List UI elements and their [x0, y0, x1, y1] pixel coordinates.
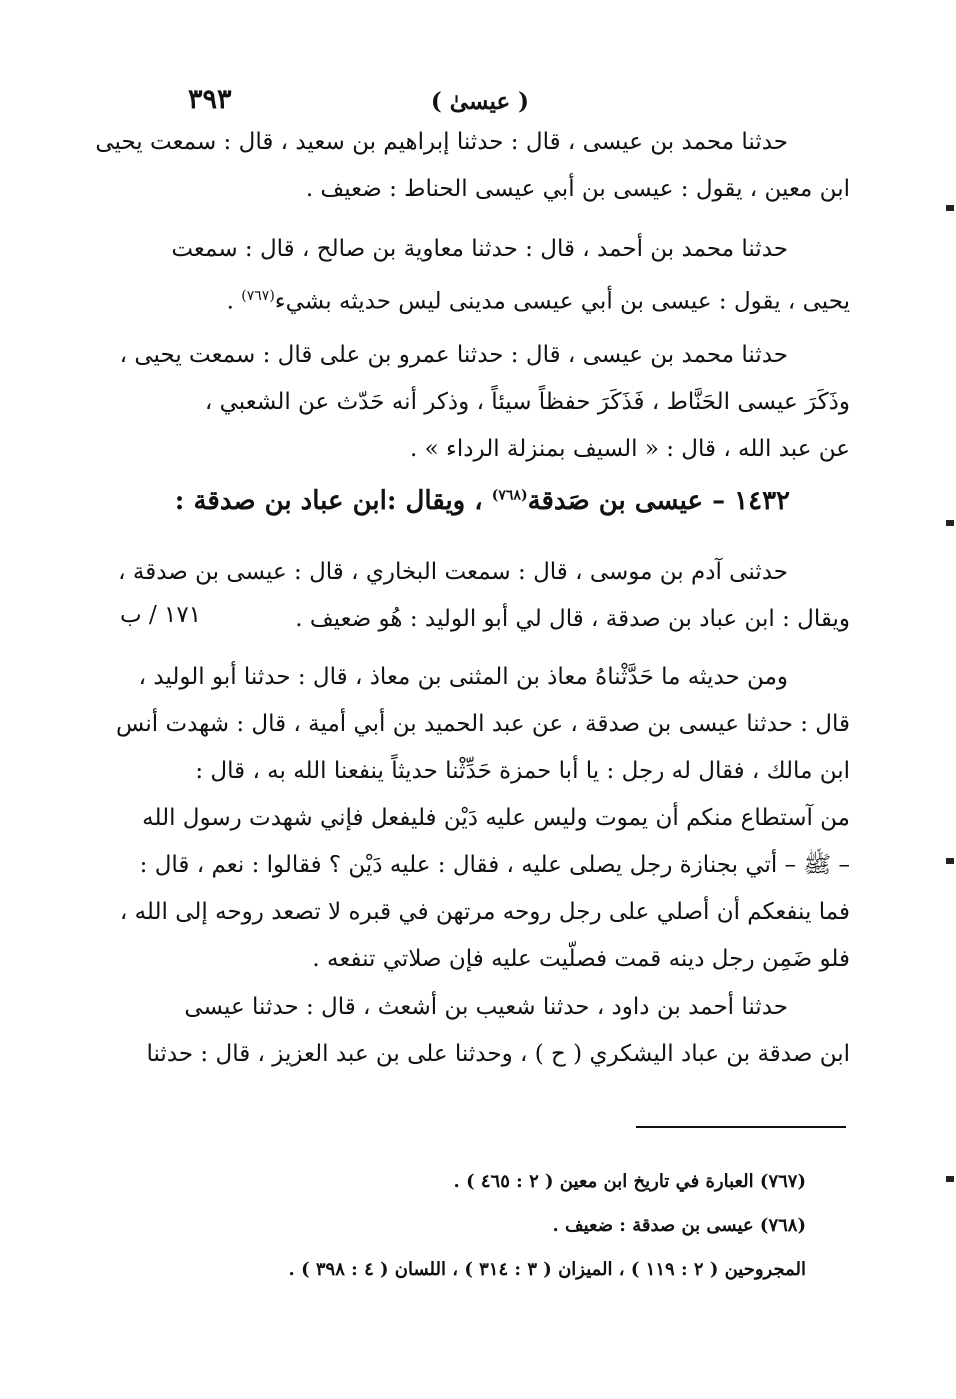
footnote-767: (٧٦٧) العبارة في تاريخ ابن معين ( ٢ : ٤٦٥ ) .: [453, 1171, 806, 1192]
paragraph-text: يحيى ، يقول : عيسى بن أبي عيسى مدينى ليس حديثه بشيء: [274, 288, 850, 315]
running-title: ( عيسىٰ ): [430, 88, 530, 115]
paragraph-tail: .: [226, 288, 242, 315]
paragraph-line: ابن مالك ، فقال له رجل : يا أبا حمزة حَدِّثْنا حديثاً ينفعنا الله به ، قال :: [195, 758, 850, 784]
paragraph-line: حدثنا محمد بن أحمد ، قال : حدثنا معاوية بن صالح ، قال : سمعت: [171, 236, 788, 262]
margin-mark: [946, 858, 954, 864]
footnotes: [250, 1160, 806, 1292]
entry-number: ١٤٣٢: [734, 486, 790, 516]
paragraph-line: ابن معين ، يقول : عيسى بن أبي عيسى الحناط : ضعيف .: [305, 176, 850, 202]
paragraph-2: [150, 226, 850, 326]
margin-mark: [946, 1176, 954, 1182]
paragraph-line: حدثنا أحمد بن داود ، حدثنا شعيب بن أشعث ، قال : حدثنا عيسى: [184, 994, 788, 1020]
paragraph-line: قال : حدثنا عيسى بن صدقة ، عن عبد الحميد بن أبي أمية ، قال : شهدت أنس: [116, 711, 850, 737]
footnote-separator: [636, 1126, 846, 1128]
paragraph-line: حدثنى آدم بن موسى ، قال : سمعت البخاري ، قال : عيسى بن صدقة ،: [118, 559, 788, 585]
paragraph-line: حدثنا محمد بن عيسى ، قال : حدثنا عمرو بن على قال : سمعت يحيى ،: [119, 342, 788, 368]
entry-footnote-reference: (٧٦٨): [491, 487, 528, 504]
entry-paragraph-3: [146, 984, 850, 1078]
paragraph-line: – ﷺ – أتي بجنازة رجل يصلى عليه ، فقال : عليه دَيْن ؟ فقالوا : نعم ، قال :: [139, 852, 850, 878]
paragraph-line: ومن حديثه ما حَدَّثْناهُ معاذ بن المثنى بن معاذ ، قال : حدثنا أبو الوليد ،: [138, 664, 788, 690]
entry-alternate-name: ، ويقال :ابن عباد بن صدقة :: [174, 486, 483, 516]
paragraph-1: [95, 119, 850, 213]
footnote-768-sources: المجروحين ( ٢ : ١١٩ ) ، الميزان ( ٣ : ٣١٤ ) ، اللسان ( ٤ : ٣٩٨ ) .: [288, 1259, 806, 1280]
manuscript-folio-marker: ١٧١ / ب: [120, 602, 202, 628]
page-number: ٣٩٣: [188, 84, 232, 115]
paragraph-line: فلو ضَمِن رجل دينه قمت فصلّيت عليه فإن صلاتي تنفعه .: [312, 946, 850, 972]
paragraph-line: ويقال : ابن عباد بن صدقة ، قال لي أبو الوليد : هُو ضعيف .: [295, 606, 850, 632]
footnote-768: (٧٦٨) عيسى بن صدقة : ضعيف .: [552, 1215, 806, 1236]
margin-mark: [946, 520, 954, 526]
entry-heading: [170, 486, 790, 516]
footnote-reference: (٧٦٧): [241, 288, 275, 304]
paragraph-line: من آستطاع منكم أن يموت وليس عليه دَيْن فليفعل فإني شهدت رسول الله: [142, 805, 850, 831]
entry-name: عيسى بن صَدقة: [527, 486, 704, 516]
entry-paragraph-1: [118, 549, 850, 643]
paragraph-3: [119, 332, 850, 473]
margin-mark: [946, 205, 954, 211]
paragraph-line: وذَكَرَ عيسى الحَنَّاط ، فَذَكَرَ حفظاً سيئاً ، وذكر أنه حَدّث عن الشعبي ،: [204, 389, 850, 415]
entry-paragraph-2: [116, 654, 850, 983]
paragraph-line: عن عبد الله ، قال : « السيف بمنزلة الرداء » .: [410, 436, 850, 462]
entry-dash: –: [712, 486, 726, 516]
paragraph-line: فما ينفعكم أن أصلي على رجل روحه مرتهن في قبره لا تصعد روحه إلى الله ،: [119, 899, 850, 925]
paragraph-line-with-footnote: [150, 273, 850, 326]
paragraph-line: ابن صدقة بن عباد اليشكري ( ح ) ، وحدثنا على بن عبد العزيز ، قال : حدثنا: [146, 1041, 850, 1067]
paragraph-line: حدثنا محمد بن عيسى ، قال : حدثنا إبراهيم بن سعيد ، قال : سمعت يحيى: [95, 129, 788, 155]
